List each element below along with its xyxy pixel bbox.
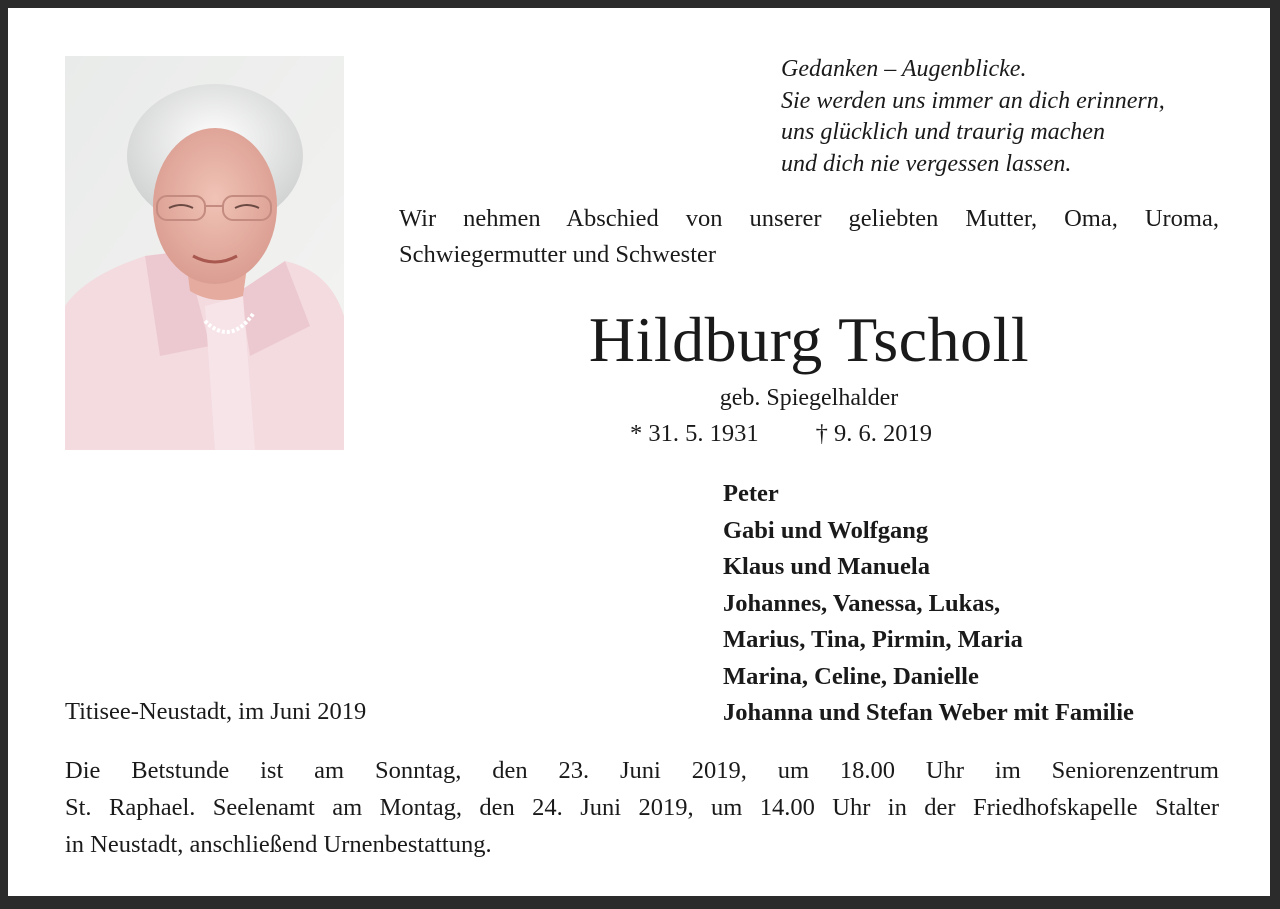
mourner-line: Johanna und Stefan Weber mit Familie — [723, 699, 1134, 726]
poem-line: uns glücklich und traurig machen — [781, 119, 1105, 145]
mourner-line: Gabi und Wolfgang — [723, 516, 929, 544]
notice-line: in Neustadt, anschließend Urnenbestattung. — [65, 831, 492, 858]
intro-line: Wir nehmen Abschied von unserer geliebten Mutter, Oma, Uroma, — [399, 205, 1219, 232]
birth-date: * 31. 5. 1931 — [630, 420, 759, 447]
intro-line: Schwiegermutter und Schwester — [399, 241, 717, 268]
notice-line: Die Betstunde ist am Sonntag, den 23. Juni 2019, um 18.00 Uhr im Seniorenzentrum — [65, 757, 1219, 784]
deceased-name: Hildburg Tscholl — [588, 304, 1030, 375]
mourner-line: Peter — [723, 480, 779, 507]
birth-name: geb. Spiegelhalder — [719, 385, 899, 411]
poem-line: Gedanken – Augenblicke. — [781, 56, 1027, 82]
mourner-line: Klaus und Manuela — [723, 553, 930, 580]
mourner-line: Marius, Tina, Pirmin, Maria — [723, 626, 1023, 653]
mourner-line: Johannes, Vanessa, Lukas, — [723, 589, 1001, 617]
poem-line: und dich nie vergessen lassen. — [781, 150, 1072, 177]
mourners-list — [723, 476, 1243, 732]
mourner-line: Marina, Celine, Danielle — [723, 662, 979, 690]
memorial-poem — [781, 54, 1241, 180]
poem-line: Sie werden uns immer an dich erinnern, — [781, 87, 1165, 114]
portrait-photo — [65, 56, 344, 450]
service-notice — [65, 752, 1219, 863]
obituary-card — [8, 8, 1270, 896]
notice-line: St. Raphael. Seelenamt am Montag, den 24. Juni 2019, um 14.00 Uhr in der Friedhofskapelle Stalter — [65, 794, 1219, 821]
farewell-intro — [399, 201, 1219, 273]
death-date: † 9. 6. 2019 — [815, 420, 932, 447]
life-dates — [630, 419, 1030, 449]
place-and-date: Titisee-Neustadt, im Juni 2019 — [65, 698, 367, 725]
